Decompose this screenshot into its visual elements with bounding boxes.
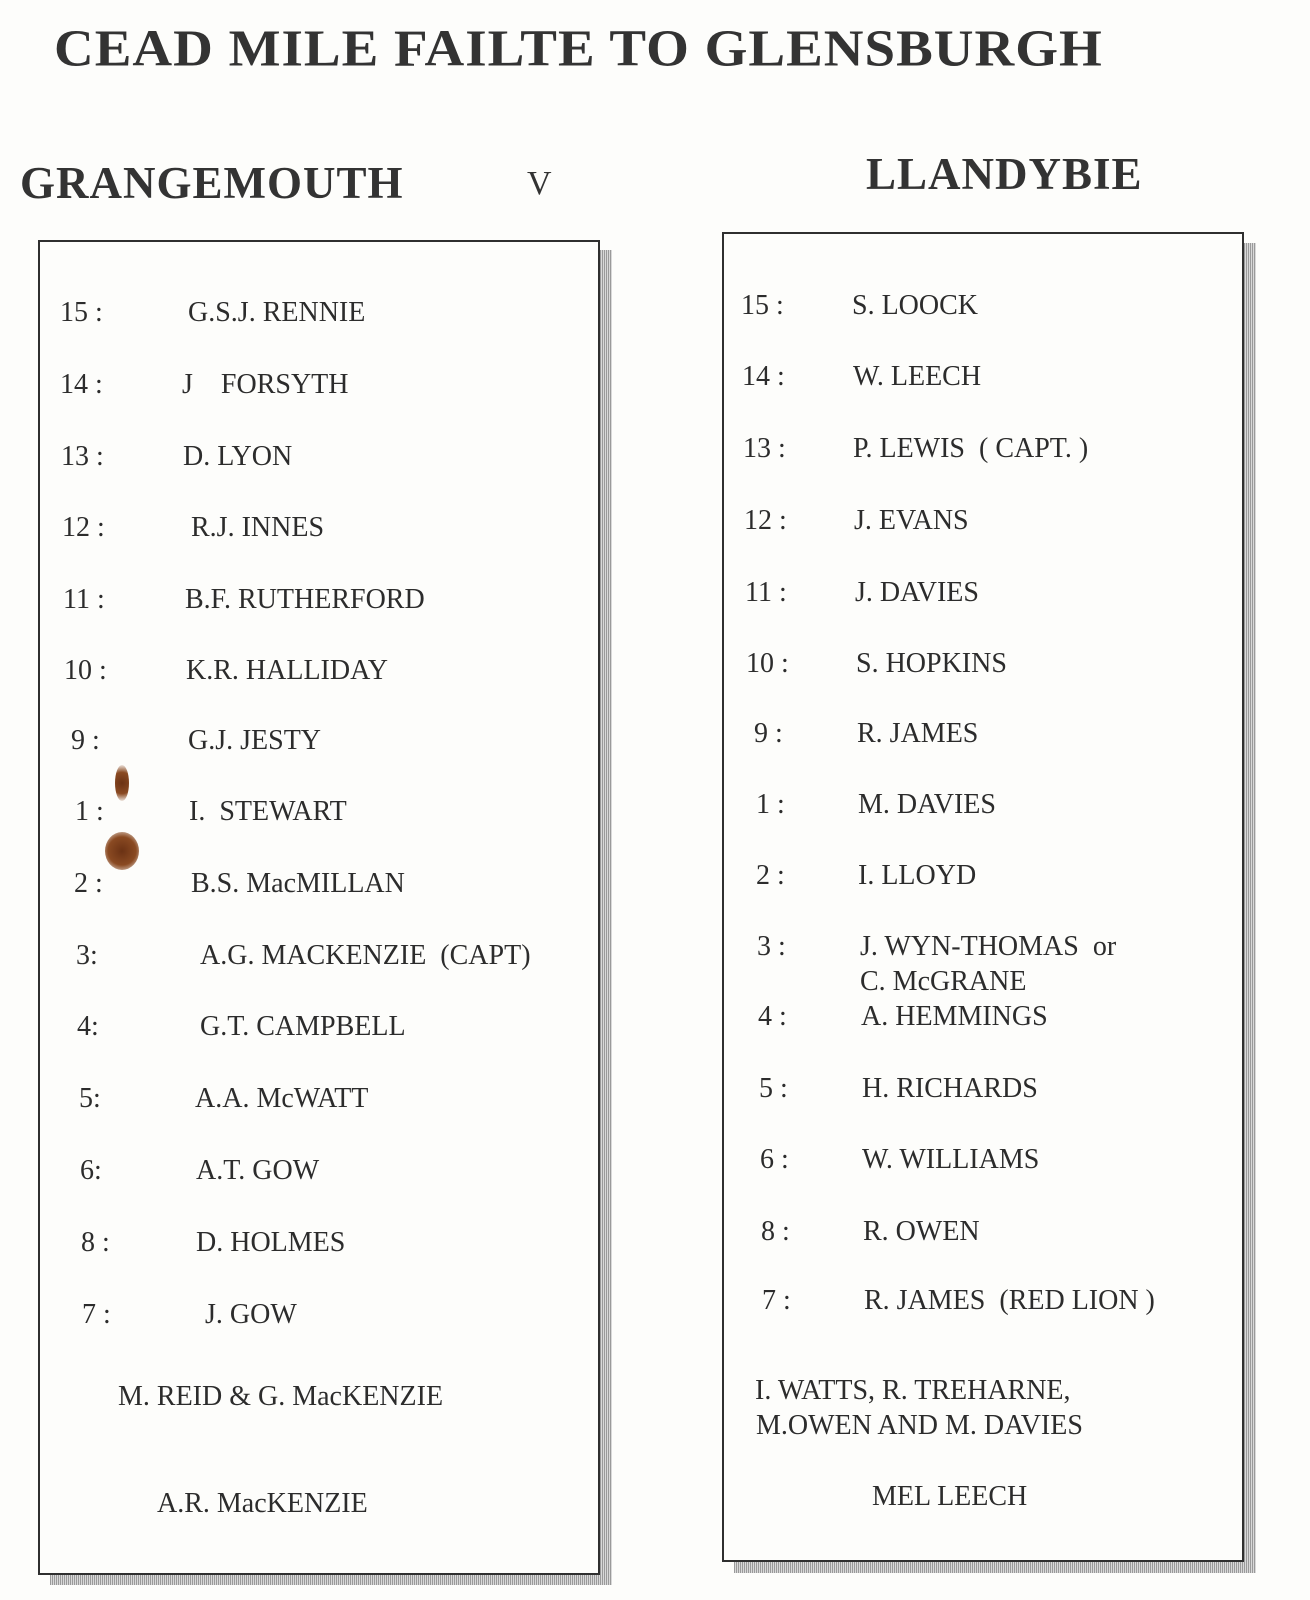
player-name: B.F. RUTHERFORD: [185, 584, 425, 615]
away-official: MEL LEECH: [872, 1481, 1028, 1512]
position-number: 5 :: [759, 1073, 788, 1104]
rust-stain: [105, 832, 139, 870]
position-number: 3:: [76, 940, 98, 971]
position-number: 13 :: [743, 433, 786, 464]
player-name: A.T. GOW: [196, 1155, 320, 1186]
position-number: 15 :: [741, 290, 784, 321]
position-number: 15 :: [60, 297, 103, 328]
player-name: A.G. MACKENZIE (CAPT): [200, 940, 531, 971]
player-name: B.S. MacMILLAN: [191, 868, 405, 899]
rust-stain: [115, 765, 129, 801]
away-team-name: LLANDYBIE: [866, 149, 1143, 199]
player-name: H. RICHARDS: [862, 1073, 1038, 1104]
player-name: R. JAMES: [857, 718, 979, 749]
player-name: S. HOPKINS: [856, 648, 1007, 679]
player-name: S. LOOCK: [852, 290, 979, 321]
away-reserves-line-1: I. WATTS, R. TREHARNE,: [755, 1375, 1071, 1406]
position-number: 7 :: [82, 1299, 111, 1330]
player-name: R. JAMES (RED LION ): [864, 1285, 1155, 1316]
position-number: 8 :: [761, 1216, 790, 1247]
player-name: M. DAVIES: [858, 789, 996, 820]
player-name: I. STEWART: [189, 796, 347, 827]
player-name: G.T. CAMPBELL: [200, 1011, 406, 1042]
position-number: 10 :: [746, 648, 789, 679]
player-name: G.J. JESTY: [188, 725, 322, 756]
position-number: 5:: [79, 1083, 101, 1114]
position-number: 7 :: [762, 1285, 791, 1316]
player-name: D. HOLMES: [196, 1227, 346, 1258]
player-name: R.J. INNES: [191, 512, 325, 543]
position-number: 13 :: [61, 441, 104, 472]
player-name: J. WYN-THOMAS or: [860, 931, 1117, 962]
away-reserves-line-2: M.OWEN AND M. DAVIES: [756, 1410, 1083, 1441]
versus-label: V: [527, 165, 552, 202]
player-name: W. WILLIAMS: [862, 1144, 1040, 1175]
position-number: 3 :: [757, 931, 786, 962]
player-name: W. LEECH: [853, 361, 982, 392]
position-number: 8 :: [81, 1227, 110, 1258]
player-name: J. DAVIES: [855, 577, 979, 608]
page-title: CEAD MILE FAILTE TO GLENSBURGH: [54, 18, 1103, 77]
player-name: D. LYON: [183, 441, 293, 472]
player-name: J FORSYTH: [182, 369, 349, 400]
position-number: 1 :: [756, 789, 785, 820]
position-number: 12 :: [744, 505, 787, 536]
player-name: G.S.J. RENNIE: [188, 297, 366, 328]
position-number: 14 :: [742, 361, 785, 392]
position-number: 9 :: [754, 718, 783, 749]
home-team-sheet: [38, 240, 600, 1575]
home-reserves: M. REID & G. MacKENZIE: [118, 1381, 444, 1412]
player-name: C. McGRANE: [860, 966, 1027, 997]
player-name: P. LEWIS ( CAPT. ): [853, 433, 1089, 464]
player-name: J. GOW: [205, 1299, 297, 1330]
player-name: R. OWEN: [863, 1216, 980, 1247]
position-number: 6 :: [760, 1144, 789, 1175]
position-number: 4 :: [758, 1001, 787, 1032]
player-name: I. LLOYD: [858, 860, 977, 891]
position-number: 2 :: [756, 860, 785, 891]
away-team-sheet: [722, 232, 1244, 1562]
player-name: A.A. McWATT: [195, 1083, 369, 1114]
position-number: 10 :: [64, 655, 107, 686]
home-official: A.R. MacKENZIE: [157, 1488, 368, 1519]
position-number: 12 :: [62, 512, 105, 543]
position-number: 4:: [77, 1011, 99, 1042]
position-number: 2 :: [74, 868, 103, 899]
home-team-name: GRANGEMOUTH: [20, 158, 404, 208]
position-number: 11 :: [745, 577, 787, 608]
position-number: 6:: [80, 1155, 102, 1186]
player-name: J. EVANS: [854, 505, 969, 536]
player-name: A. HEMMINGS: [861, 1001, 1048, 1032]
player-name: K.R. HALLIDAY: [186, 655, 388, 686]
position-number: 11 :: [63, 584, 105, 615]
position-number: 9 :: [71, 725, 100, 756]
position-number: 14 :: [60, 369, 103, 400]
position-number: 1 :: [75, 796, 104, 827]
